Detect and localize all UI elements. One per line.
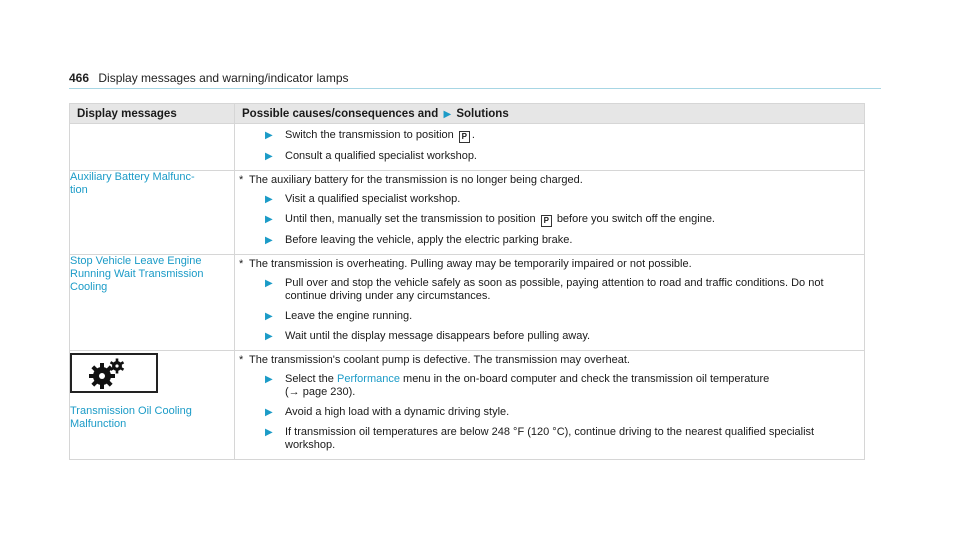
cause-note: * The transmission is overheating. Pulling away may be temporarily impaired or not possible. [239,258,692,270]
table-row [70,124,865,171]
cause-note: * The auxiliary battery for the transmission is no longer being charged. [239,174,583,186]
header-divider [69,88,881,89]
table-row [70,171,865,255]
solution-arrow-icon: ▶ [265,194,273,205]
solution-step: ▶ Switch the transmission to position P . [265,129,475,141]
solution-cell [235,124,865,171]
solution-arrow-icon: ▶ [265,331,273,342]
solution-arrow-icon: ▶ [265,235,273,246]
display-messages-table [69,103,865,460]
column-header-messages: Display messages [70,104,235,124]
table-row [70,351,865,460]
solution-arrow-icon: ▶ [265,214,273,225]
display-message: Auxiliary Battery Malfunc- tion [70,171,195,196]
solution-step: ▶ If transmission oil temperatures are below 248 °F (120 °C), continue driving to the nearest qualified specialist workshop. [265,426,815,451]
solution-arrow-icon: ▶ [265,407,273,418]
solution-step: ▶ Consult a qualified specialist workshop. [265,150,477,162]
column-header-causes: Possible causes/consequences and ▶ Solutions [235,104,865,124]
page-number: 466 [69,71,90,85]
solution-step: ▶ Leave the engine running. [265,310,413,322]
solution-step: ▶ Before leaving the vehicle, apply the electric parking brake. [265,234,573,246]
solution-arrow-icon: ▶ [265,427,273,438]
page-reference-link[interactable]: (→ page 230). [285,386,356,398]
solution-arrow-icon: ▶ [265,374,273,385]
page-title: Display messages and warning/indicator lamps [98,71,349,85]
performance-menu-link[interactable]: Performance [336,373,400,385]
solution-cell [235,255,865,351]
solution-step: ▶ Visit a qualified specialist workshop. [265,193,461,205]
message-cell [70,171,235,255]
solution-arrow-icon: ▶ [443,108,452,120]
solution-arrow-icon: ▶ [265,151,273,162]
message-cell [70,351,235,460]
solution-arrow-icon: ▶ [265,311,273,322]
solution-step: ▶ Avoid a high load with a dynamic driving style. [265,406,510,418]
page-header [69,71,349,85]
solution-cell [235,171,865,255]
solution-arrow-icon: ▶ [265,278,273,289]
message-cell [70,255,235,351]
solution-step: ▶ Wait until the display message disappears before pulling away. [265,330,591,342]
solution-step: ▶ Pull over and stop the vehicle safely as soon as possible, paying attention to road and traffic conditions. Do not continue driving under any circumstances. [265,277,824,302]
park-position-icon: P [541,215,552,227]
display-message: Transmission Oil Cooling Malfunction [70,405,192,430]
display-message: Stop Vehicle Leave Engine Running Wait Transmission Cooling [70,255,204,293]
solution-arrow-icon: ▶ [265,130,273,141]
cause-note: * The transmission's coolant pump is defective. The transmission may overheat. [239,354,630,366]
solution-step: ▶ Until then, manually set the transmission to position P before you switch off the engine. [265,213,715,225]
gears-warning-icon [70,353,158,393]
park-position-icon: P [459,131,470,143]
solution-step: ▶ Select the Performance menu in the on-board computer and check the transmission oil temperature (→ page 230). [265,373,770,398]
table-header-row [70,104,865,124]
table-row [70,255,865,351]
solution-cell [235,351,865,460]
message-cell [70,124,235,171]
